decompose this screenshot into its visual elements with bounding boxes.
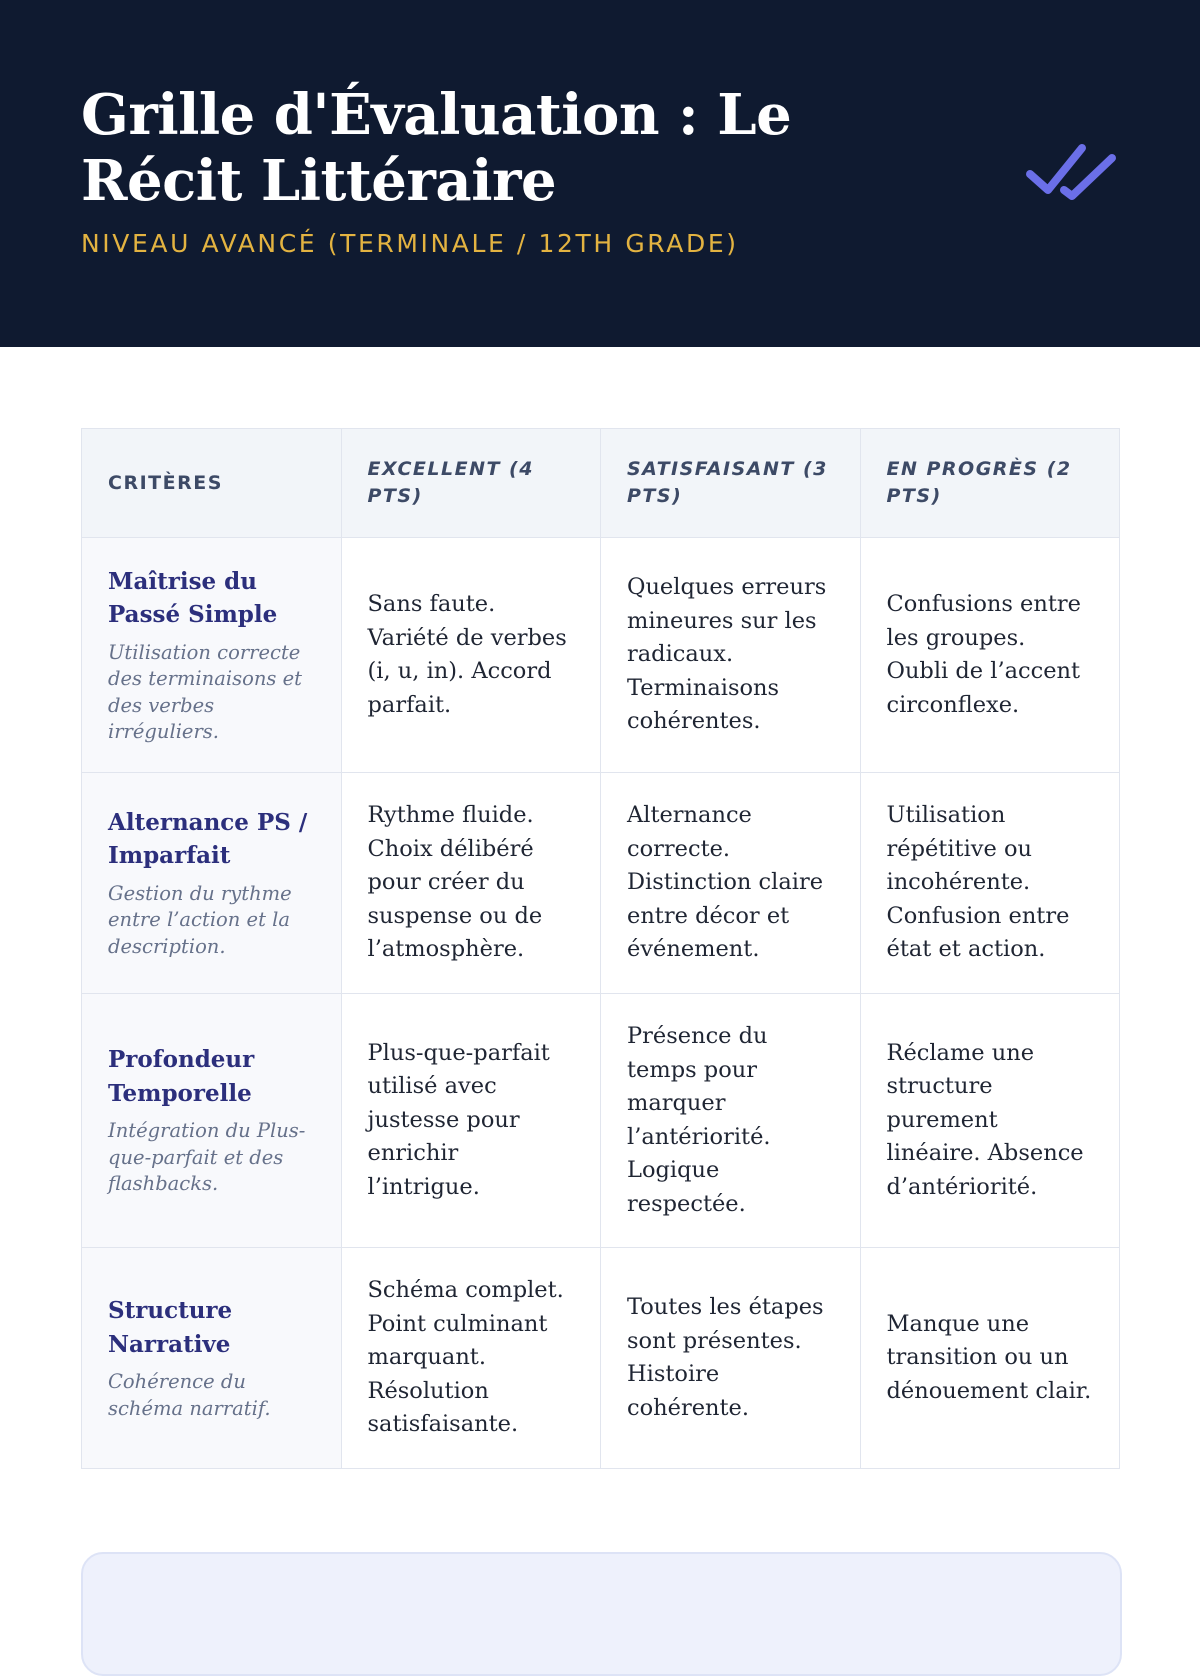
excellent-cell: Plus-que-parfait utilisé avec justesse pour enrichir l’intrigue. bbox=[341, 994, 601, 1248]
satisfaisant-cell: Toutes les étapes sont présentes. Histoire cohérente. bbox=[601, 1248, 861, 1469]
criterion-cell bbox=[82, 538, 342, 773]
table-header-row bbox=[82, 429, 1120, 538]
en-progres-cell: Utilisation répétitive ou incohérente. Confusion entre état et action. bbox=[860, 773, 1120, 994]
en-progres-cell: Confusions entre les groupes. Oubli de l’accent circonflexe. bbox=[860, 538, 1120, 773]
criterion-description: Gestion du rythme entre l’action et la description. bbox=[108, 881, 292, 958]
criterion-description: Utilisation correcte des terminaisons et des verbes irréguliers. bbox=[108, 640, 302, 743]
criterion-name: Maîtrise du Passé Simple bbox=[108, 567, 278, 628]
criterion-description: Cohérence du schéma narratif. bbox=[108, 1370, 271, 1420]
criterion-name: Profondeur Temporelle bbox=[108, 1046, 255, 1107]
excellent-cell: Schéma complet. Point culminant marquant. Résolution satisfaisante. bbox=[341, 1248, 601, 1469]
table-row bbox=[82, 994, 1120, 1248]
double-check-icon bbox=[1024, 140, 1120, 204]
criterion-name: Structure Narrative bbox=[108, 1297, 233, 1358]
rubric-table bbox=[81, 428, 1120, 1469]
page-header bbox=[0, 0, 1200, 347]
page-subtitle: NIVEAU AVANCÉ (TERMINALE / 12TH GRADE) bbox=[81, 229, 739, 258]
satisfaisant-cell: Quelques erreurs mineures sur les radicaux. Terminaisons cohérentes. bbox=[601, 538, 861, 773]
table-row bbox=[82, 773, 1120, 994]
header-en-progres: EN PROGRÈS (2 PTS) bbox=[860, 429, 1120, 538]
header-satisfaisant: SATISFAISANT (3 PTS) bbox=[601, 429, 861, 538]
criterion-cell bbox=[82, 994, 342, 1248]
page-title: Grille d'Évaluation : Le Récit Littéraire bbox=[81, 82, 792, 214]
criterion-cell bbox=[82, 773, 342, 994]
criterion-name: Alternance PS / Imparfait bbox=[108, 808, 308, 870]
criterion-description: Intégration du Plus-que-parfait et des flashbacks. bbox=[108, 1119, 306, 1196]
criterion-cell bbox=[82, 1248, 342, 1469]
satisfaisant-cell: Présence du temps pour marquer l’antériorité. Logique respectée. bbox=[601, 994, 861, 1248]
header-criteres: CRITÈRES bbox=[82, 429, 342, 538]
header-excellent: EXCELLENT (4 PTS) bbox=[341, 429, 601, 538]
excellent-cell: Sans faute. Variété de verbes (i, u, in). Accord parfait. bbox=[341, 538, 601, 773]
table-row bbox=[82, 538, 1120, 773]
en-progres-cell: Manque une transition ou un dénouement clair. bbox=[860, 1248, 1120, 1469]
excellent-cell: Rythme fluide. Choix délibéré pour créer du suspense ou de l’atmosphère. bbox=[341, 773, 601, 994]
notes-box bbox=[81, 1552, 1122, 1676]
table-row bbox=[82, 1248, 1120, 1469]
en-progres-cell: Réclame une structure purement linéaire. Absence d’antériorité. bbox=[860, 994, 1120, 1248]
satisfaisant-cell: Alternance correcte. Distinction claire entre décor et événement. bbox=[601, 773, 861, 994]
